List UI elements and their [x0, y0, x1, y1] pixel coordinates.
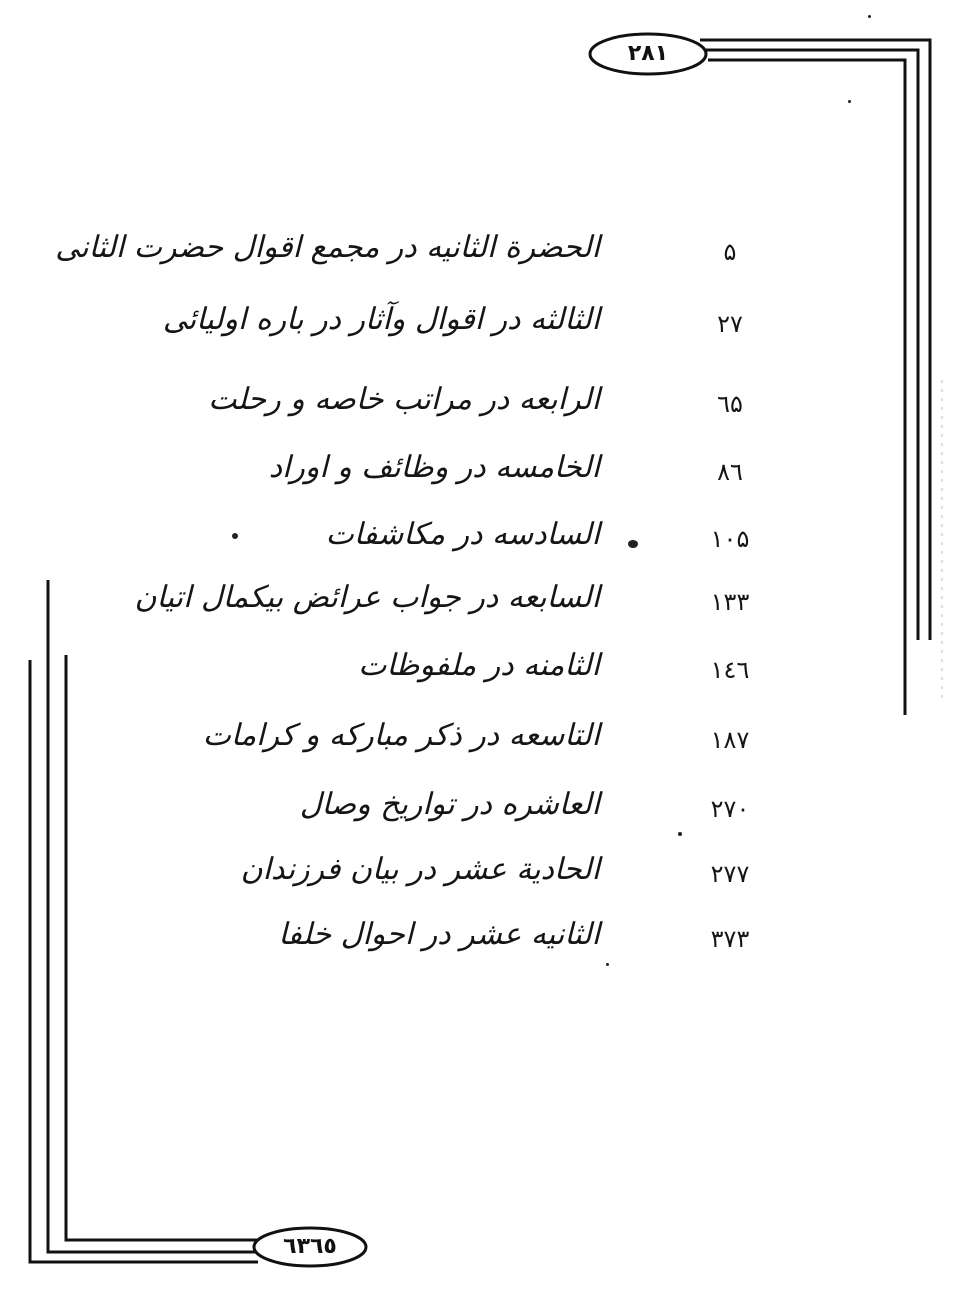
toc-entry-page: ١٤٦ [710, 656, 750, 684]
toc-entry [220, 636, 780, 696]
toc-entry [134, 568, 780, 628]
toc-entry-page: ٦۵ [717, 390, 743, 418]
toc-entry [162, 290, 780, 350]
toc-entry-title: السادسه در مكاشفات [325, 517, 600, 552]
toc-entry-title: الخامسه در وظائف و اوراد [268, 450, 600, 485]
toc-entry-title: الثانيه عشر در احوال خلفا [278, 917, 600, 952]
toc-entry-page: ٢٧٠ [710, 795, 750, 823]
toc-entry [202, 706, 780, 766]
toc-entry-title: الثالثه در اقوال وآثار در باره اوليائى [162, 302, 600, 337]
toc-entry [208, 370, 780, 430]
toc-entry-page: ۵ [723, 238, 737, 266]
scan-speck [232, 533, 238, 539]
toc-entry-page: ٢٧٧ [710, 860, 750, 888]
toc-entry [220, 775, 780, 835]
toc-entry-title: الحادية عشر در بيان فرزندان [240, 852, 600, 887]
scan-speck [848, 100, 851, 103]
scan-speck [868, 15, 871, 18]
toc-entry-page: ٢٧ [717, 310, 743, 338]
toc-entry-page: ١٨٧ [710, 726, 750, 754]
bottom-page-number: ٦٣٦٥ [283, 1234, 337, 1259]
toc-entry [220, 905, 780, 965]
toc-entry-page: ٨٦ [717, 458, 743, 486]
toc-entry-title: السابعه در جواب عرائض بيكمال اتيان [134, 580, 600, 615]
toc-entry-title: الثامنه در ملفوظات [358, 648, 600, 683]
toc-entry-title: التاسعه در ذكر مباركه و كرامات [202, 718, 600, 753]
top-page-number: ٢٨١ [627, 41, 669, 66]
toc-entry [220, 438, 780, 498]
toc-entry-page: ٣٧٣ [710, 925, 750, 953]
toc-entry-page: ١٠۵ [710, 525, 750, 553]
scan-speck [678, 832, 682, 836]
toc-entry-title: الرابعه در مراتب خاصه و رحلت [208, 382, 600, 417]
toc-entry-page: ١٣٣ [710, 588, 750, 616]
toc-entry-title: العاشره در تواريخ وصال [299, 787, 600, 822]
toc-entry [220, 505, 780, 565]
scan-speck [606, 963, 609, 966]
toc-entry [220, 840, 780, 900]
toc-entry-title: الحضرة الثانيه در مجمع اقوال حضرت الثانى [55, 230, 600, 265]
toc-entry [55, 218, 780, 278]
scan-speck [628, 540, 638, 548]
